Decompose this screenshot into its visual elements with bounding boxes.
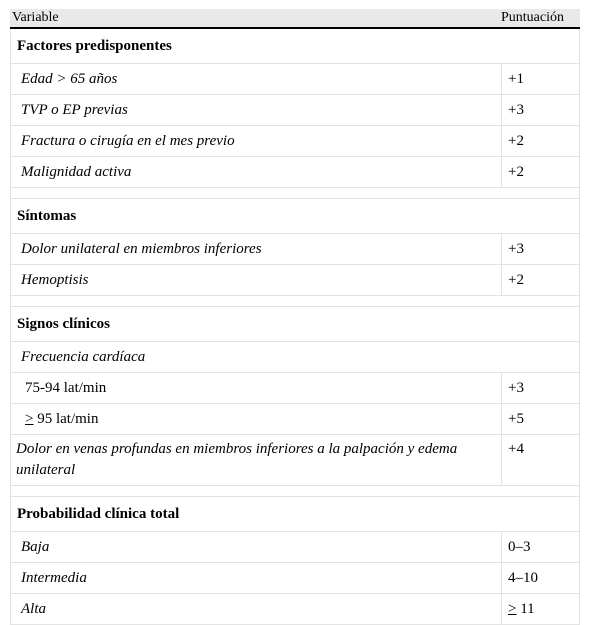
header-variable: Variable	[12, 10, 59, 25]
row-label: Dolor en venas profundas en miembros inferiores a la palpación y edema unilateral	[11, 435, 502, 485]
row-value: +3	[508, 102, 524, 118]
subheader-label: Frecuencia cardíaca	[21, 349, 146, 365]
table-row	[11, 373, 579, 404]
table-row	[11, 157, 579, 188]
row-label: Dolor unilateral en miembros inferiores	[11, 234, 502, 264]
row-value: 0–3	[508, 539, 531, 555]
row-value: +1	[508, 71, 524, 87]
row-value: +2	[508, 164, 524, 180]
subheader-row	[11, 342, 579, 373]
row-label: TVP o EP previas	[11, 95, 502, 125]
row-label: 75-94 lat/min	[11, 373, 502, 403]
row-value: +3	[508, 241, 524, 257]
table-row	[11, 594, 579, 625]
table-row	[11, 64, 579, 95]
row-value: +3	[508, 380, 524, 396]
section-title: Síntomas	[17, 208, 77, 224]
section-title: Factores predisponentes	[17, 38, 172, 54]
row-value: +2	[508, 272, 524, 288]
row-value: 4–10	[508, 570, 538, 586]
table-row	[11, 435, 579, 486]
row-value: +4	[508, 441, 524, 457]
header-puntuacion: Puntuación	[501, 10, 564, 25]
gte-symbol: >	[508, 601, 517, 617]
spacer-row	[11, 188, 579, 199]
section-header	[11, 497, 579, 532]
row-value	[502, 594, 579, 624]
table-row	[11, 532, 579, 563]
spacer-row	[11, 296, 579, 307]
section-header	[11, 199, 579, 234]
row-label: Malignidad activa	[11, 157, 502, 187]
row-label: Hemoptisis	[11, 265, 502, 295]
spacer-row	[11, 486, 579, 497]
table-header	[10, 9, 580, 29]
table-row	[11, 126, 579, 157]
row-label-rest: 95 lat/min	[33, 411, 99, 427]
row-value: +5	[508, 411, 524, 427]
row-value-rest: 11	[516, 601, 535, 617]
row-label	[11, 404, 502, 434]
row-label: Edad > 65 años	[11, 64, 502, 94]
section-header	[11, 307, 579, 342]
table-row	[11, 404, 579, 435]
table-row	[11, 95, 579, 126]
section-header	[11, 29, 579, 64]
row-label: Alta	[11, 594, 502, 624]
table-body	[10, 29, 580, 625]
table-row	[11, 265, 579, 296]
section-title: Probabilidad clínica total	[17, 506, 180, 522]
row-value: +2	[508, 133, 524, 149]
table-row	[11, 563, 579, 594]
row-label: Intermedia	[11, 563, 502, 593]
row-label: Fractura o cirugía en el mes previo	[11, 126, 502, 156]
score-table	[10, 9, 580, 625]
section-title: Signos clínicos	[17, 316, 110, 332]
table-row	[11, 234, 579, 265]
gte-symbol: >	[25, 411, 34, 427]
row-label: Baja	[11, 532, 502, 562]
